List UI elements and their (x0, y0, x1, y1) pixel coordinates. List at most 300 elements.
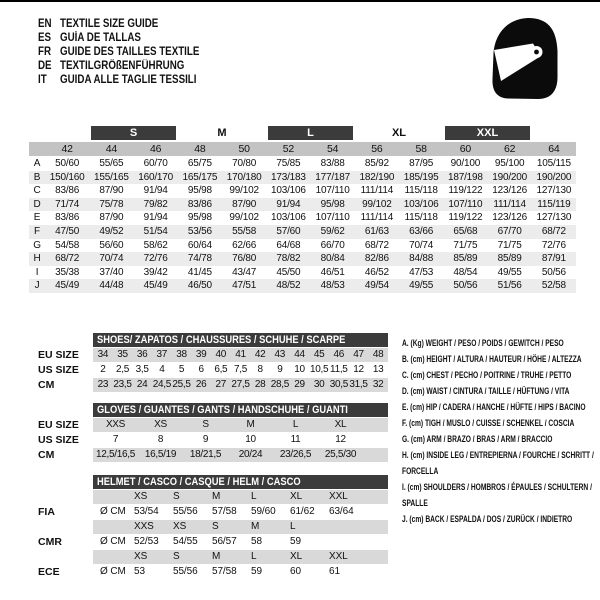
size-value: 45/49 (55, 280, 80, 292)
racing-helmet-icon (488, 15, 560, 103)
size-value: 57/60 (276, 225, 301, 237)
size-column-header: 44 (105, 143, 118, 155)
helmet-size-labels (93, 550, 388, 564)
size-column-header: 54 (326, 143, 339, 155)
value-cell: 3,5 (135, 364, 149, 375)
row-label-eu-size: EU SIZE (38, 419, 79, 431)
row-values (93, 363, 388, 377)
size-value: 61/63 (364, 225, 389, 237)
size-value: 87/91 (541, 253, 566, 265)
helmet-size-label: XS (134, 491, 148, 502)
size-value: 85/89 (497, 253, 522, 265)
measure-row-d (29, 198, 576, 212)
size-column-header: 58 (415, 143, 427, 155)
size-value: 107/110 (448, 198, 483, 210)
section-title-text: HELMET / CASCO / CASQUE / HELM / CASCO (97, 476, 301, 488)
size-value: 68/72 (55, 253, 80, 265)
size-value: 75/85 (276, 158, 301, 169)
language-row (38, 17, 224, 31)
value-cell: 43 (274, 349, 286, 360)
size-value: 83/86 (55, 212, 80, 224)
value-cell: 42 (254, 349, 266, 360)
size-column-header: 62 (503, 143, 516, 155)
helmet-value: 55/56 (173, 506, 198, 517)
value-cell: 8 (157, 434, 164, 445)
value-cell: 26 (195, 379, 207, 390)
value-cell: 30 (313, 379, 325, 390)
size-value: 79/82 (143, 198, 168, 210)
row-key: D (33, 198, 41, 210)
value-cell: 23/26,5 (279, 449, 312, 460)
size-value: 60/64 (187, 239, 212, 251)
helmet-values-row (29, 535, 388, 549)
size-value: 70/74 (409, 239, 434, 251)
row-key: E (33, 212, 41, 224)
standard-name: ECE (38, 566, 60, 578)
size-value: 91/94 (276, 198, 301, 210)
size-value: 46/52 (364, 266, 389, 278)
size-value: 51/56 (497, 280, 522, 292)
helmet-size-label: XXS (134, 521, 154, 532)
size-value: 123/126 (492, 212, 527, 224)
value-cell: 40 (215, 349, 227, 360)
value-cell: 2,5 (115, 364, 129, 375)
size-value: 103/106 (403, 198, 439, 210)
legend-item: D. (cm) WAIST / CINTURA / TAILLE / HÜFTUNG / VITA (402, 386, 570, 396)
size-value: 37/40 (99, 266, 124, 278)
size-value: 111/114 (493, 198, 526, 210)
row-key-spacer (29, 142, 45, 156)
helmet-section (29, 475, 388, 580)
size-value: 65/75 (187, 158, 212, 169)
size-value: 95/100 (494, 158, 525, 169)
helmet-size-label: L (251, 551, 257, 562)
size-value: 95/98 (187, 185, 212, 197)
value-cell: L (292, 419, 299, 430)
value-cell: 24 (136, 379, 148, 390)
value-cell: 45 (313, 349, 325, 360)
size-value: 91/94 (143, 185, 168, 197)
size-value: 44/48 (99, 280, 124, 292)
shoes-section (29, 333, 388, 393)
size-value: 39/42 (143, 266, 168, 278)
measure-row-b (29, 171, 576, 185)
size-value: 85/92 (364, 158, 389, 169)
value-cell: 46 (333, 349, 345, 360)
value-cell: 34 (97, 349, 109, 360)
size-value: 111/114 (360, 212, 394, 224)
size-value: 95/98 (320, 198, 345, 210)
size-value: 48/52 (276, 280, 301, 292)
value-cell: 10 (245, 434, 256, 445)
measure-row-h (29, 252, 576, 266)
size-value: 87/90 (232, 198, 257, 210)
value-cell: 12,5/16,5 (95, 449, 135, 460)
value-cell: 32 (372, 379, 384, 390)
value-cell: 36 (136, 349, 148, 360)
size-value: 49/54 (364, 280, 389, 292)
section-title-text: SHOES/ ZAPATOS / CHAUSSURES / SCHUHE / SCARPE (97, 334, 346, 346)
value-cell: 11 (290, 434, 301, 445)
size-value: 59/62 (320, 225, 345, 237)
size-value: 187/198 (448, 171, 483, 183)
row-label-cm: CM (38, 449, 55, 461)
size-value: 103/106 (271, 212, 306, 224)
size-value: 95/98 (187, 212, 212, 224)
helmet-value: 53/54 (134, 506, 159, 517)
value-cell: XS (154, 419, 167, 430)
measure-row-e (29, 211, 576, 225)
value-cell: 38 (176, 349, 187, 360)
size-value: 68/72 (364, 239, 389, 251)
size-value: 84/88 (409, 253, 434, 265)
value-cell: 48 (372, 349, 384, 360)
size-value: 71/75 (453, 239, 478, 251)
size-value: 99/102 (229, 212, 259, 224)
language-code: FR (38, 46, 52, 58)
size-value: 111/114 (360, 185, 394, 197)
size-value: 127/130 (536, 212, 572, 224)
row-values (93, 433, 388, 447)
value-cell: 30,5 (329, 379, 348, 390)
row-key: I (35, 266, 39, 278)
helmet-value: 56/57 (212, 536, 237, 547)
helmet-size-labels (93, 520, 388, 534)
measure-row-g (29, 239, 576, 253)
helmet-sizes-row (29, 490, 388, 504)
standard-name-spacer (29, 490, 93, 504)
language-label: GUIDA ALLE TAGLIE TESSILI (60, 74, 197, 86)
helmet-size-label: XXL (329, 551, 348, 562)
helmet-size-label: L (251, 491, 257, 502)
size-value: 91/94 (143, 212, 168, 224)
standard-name-spacer (29, 520, 93, 534)
helmet-value: 61 (329, 566, 340, 577)
size-group-xl: XL (391, 127, 407, 139)
size-group-m: M (217, 127, 227, 139)
size-value: 72/76 (143, 253, 168, 265)
size-value: 87/95 (409, 158, 434, 169)
value-cell: 8 (257, 364, 263, 375)
section-title-helmet (93, 475, 388, 489)
language-code: ES (38, 32, 52, 44)
section-row (29, 448, 388, 462)
size-column-header: 60 (459, 143, 472, 155)
size-value: 107/110 (315, 185, 350, 197)
value-cell: 37 (156, 349, 168, 360)
size-value: 76/80 (232, 253, 257, 265)
size-value: 48/53 (320, 280, 345, 292)
value-cell: 31,5 (349, 379, 368, 390)
size-value: 45/50 (276, 266, 301, 278)
size-value: 45/49 (143, 280, 168, 292)
value-cell: 12 (335, 434, 346, 445)
unit-spacer (93, 520, 127, 534)
size-column-header: 48 (194, 143, 206, 155)
size-value: 83/88 (320, 158, 345, 169)
size-value: 43/47 (232, 266, 257, 278)
size-value: 50/56 (541, 266, 566, 278)
size-value: 46/50 (187, 280, 212, 292)
size-value: 155/165 (94, 171, 129, 183)
value-cell: 7 (112, 434, 119, 445)
value-cell: 44 (294, 349, 305, 360)
size-value: 170/180 (226, 171, 262, 183)
value-cell: 27,5 (231, 379, 250, 390)
size-value: 52/58 (541, 280, 566, 292)
size-value: 150/160 (49, 171, 85, 183)
size-value: 99/102 (362, 198, 392, 210)
size-value: 80/84 (320, 253, 345, 265)
measurement-legend (402, 335, 596, 527)
value-cell: 29 (294, 379, 305, 390)
size-value: 177/187 (315, 171, 350, 183)
row-key: C (33, 185, 41, 197)
helmet-value: 57/58 (212, 566, 237, 577)
size-value: 50/60 (55, 158, 80, 169)
row-label-us-size: US SIZE (38, 434, 79, 446)
helmet-value: 53 (134, 566, 145, 577)
section-title-gloves (93, 403, 388, 417)
top-border-rule (0, 0, 600, 2)
legend-item: F. (cm) TIGH / MUSLO / CUISSE / SCHENKEL / COSCIA (402, 418, 575, 428)
helmet-sizes-row (29, 550, 388, 564)
size-value: 62/66 (232, 239, 257, 251)
value-cell: XL (334, 419, 347, 430)
size-group-xxl: XXL (445, 126, 530, 140)
value-cell: 35 (117, 349, 128, 360)
value-cell: 18/21,5 (189, 449, 222, 460)
helmet-size-label: L (290, 521, 296, 532)
size-value: 165/175 (182, 171, 218, 183)
measure-row-i (29, 266, 576, 280)
size-value: 50/56 (453, 280, 478, 292)
value-cell: 16,5/19 (144, 449, 177, 460)
size-value: 68/72 (541, 225, 566, 237)
row-key: F (34, 225, 40, 237)
size-value: 115/119 (537, 198, 571, 210)
helmet-value: 59/60 (251, 506, 276, 517)
helmet-value: 59 (290, 536, 301, 547)
size-value: 51/54 (143, 225, 168, 237)
size-value: 49/55 (409, 280, 434, 292)
value-cell: 11,5 (330, 364, 348, 375)
size-value: 48/54 (453, 266, 478, 278)
value-cell: 10 (294, 364, 305, 375)
size-group-row (29, 126, 576, 140)
standard-name-spacer (29, 550, 93, 564)
value-cell: M (246, 419, 255, 430)
value-cell: 25,5/30 (324, 449, 357, 460)
value-cell: 12 (353, 364, 364, 375)
section-title-shoes (93, 333, 388, 347)
value-cell: 2 (100, 364, 106, 375)
legend-item: I. (cm) SHOULDERS / HOMBROS / ÉPAULES / SCHULTERN / SPALLE (402, 482, 592, 508)
unit-spacer (93, 490, 127, 504)
language-row (38, 73, 224, 87)
helmet-values (93, 535, 388, 549)
value-cell: XXS (105, 419, 126, 430)
measure-row-f (29, 225, 576, 239)
size-value: 41/45 (187, 266, 212, 278)
size-value: 173/183 (271, 171, 306, 183)
row-key: B (33, 171, 41, 183)
size-value: 83/86 (187, 198, 212, 210)
size-column-header: 42 (61, 143, 73, 155)
row-label-cm: CM (38, 379, 55, 391)
size-value: 103/106 (271, 185, 306, 197)
size-value: 74/78 (187, 253, 212, 265)
helmet-value: 61/62 (290, 506, 315, 517)
row-values (93, 418, 388, 432)
size-value: 190/200 (536, 171, 572, 183)
helmet-size-label: S (173, 491, 180, 502)
language-row (38, 45, 224, 59)
language-row (38, 31, 224, 45)
size-value: 47/50 (55, 225, 80, 237)
value-cell: 9 (277, 364, 283, 375)
language-label: TEXTILGRÖßENFÜHRUNG (60, 60, 185, 72)
size-column-header: 50 (238, 143, 250, 155)
size-value: 47/53 (409, 266, 434, 278)
value-cell: 25,5 (172, 379, 191, 390)
helmet-size-label: S (212, 521, 219, 532)
size-column-header: 56 (371, 143, 383, 155)
row-key: J (34, 280, 40, 292)
row-key: G (33, 239, 41, 251)
value-cell: 4 (159, 364, 165, 375)
helmet-size-label: XXL (329, 491, 348, 502)
size-group-l: L (268, 126, 353, 140)
helmet-value: 63/64 (329, 506, 354, 517)
size-value: 182/190 (359, 171, 395, 183)
row-key: H (33, 253, 41, 265)
size-value: 87/90 (99, 185, 124, 197)
value-cell: 5 (178, 364, 185, 375)
value-cell: S (202, 419, 209, 430)
size-value: 160/170 (138, 171, 173, 183)
size-value: 35/38 (55, 266, 80, 278)
size-value: 71/75 (497, 239, 522, 251)
helmet-size-label: XS (134, 551, 148, 562)
size-value: 119/122 (448, 212, 483, 224)
standard-name: CMR (38, 536, 62, 548)
language-code: EN (38, 18, 52, 30)
size-value: 82/86 (364, 253, 389, 265)
size-value: 46/51 (320, 266, 345, 278)
legend-item: G. (cm) ARM / BRAZO / BRAS / ARM / BRACCIO (402, 434, 553, 444)
size-value: 54/58 (55, 239, 80, 251)
value-cell: 23,5 (113, 379, 132, 390)
helmet-size-label: M (212, 551, 221, 562)
size-value: 47/51 (232, 280, 257, 292)
size-column-header: 64 (548, 143, 560, 155)
legend-item: C. (cm) CHEST / PECHO / POITRINE / TRUHE / PETTO (402, 370, 572, 380)
unit-spacer (93, 550, 127, 564)
value-cell: 27 (215, 379, 227, 390)
size-value: 72/76 (541, 239, 566, 251)
helmet-value: 55/56 (173, 566, 198, 577)
value-cell: 28 (254, 379, 266, 390)
size-value: 70/74 (99, 253, 124, 265)
size-value: 70/80 (232, 158, 257, 169)
section-row (29, 418, 388, 432)
value-cell: 23 (97, 379, 109, 390)
diameter-unit: Ø CM (100, 506, 126, 517)
value-cell: 20/24 (238, 449, 263, 460)
value-cell: 39 (195, 349, 207, 360)
size-value: 67/70 (497, 225, 522, 237)
language-code: DE (38, 60, 52, 72)
value-cell: 28,5 (270, 379, 289, 390)
helmet-size-label: M (212, 491, 221, 502)
size-value: 64/68 (276, 239, 301, 251)
row-label-eu-size: EU SIZE (38, 349, 79, 361)
size-value: 71/74 (55, 198, 80, 210)
row-values (93, 348, 388, 362)
size-value: 49/52 (99, 225, 124, 237)
size-value: 58/62 (143, 239, 168, 251)
measure-row-c (29, 184, 576, 198)
section-row (29, 433, 388, 447)
size-value: 185/195 (403, 171, 439, 183)
helmet-size-label: M (251, 521, 260, 532)
size-value: 55/65 (99, 158, 124, 169)
size-group-s: S (91, 126, 176, 140)
helmet-value: 57/58 (212, 506, 237, 517)
legend-item: E. (cm) HIP / CADERA / HANCHE / HÜFTE / HIPS / BACINO (402, 402, 586, 412)
size-value: 115/118 (404, 185, 438, 197)
size-value: 49/55 (497, 266, 522, 278)
size-value: 105/115 (536, 158, 571, 169)
helmet-value: 54/55 (173, 536, 198, 547)
value-cell: 6 (198, 364, 204, 375)
size-column-header: 52 (282, 143, 295, 155)
language-label: TEXTILE SIZE GUIDE (60, 18, 159, 30)
helmet-values (93, 505, 388, 519)
size-value: 99/102 (229, 185, 259, 197)
helmet-size-label: XS (173, 521, 187, 532)
section-row (29, 348, 388, 362)
size-value: 90/100 (450, 158, 481, 169)
size-value: 123/126 (492, 185, 527, 197)
value-cell: 24,5 (152, 379, 171, 390)
standard-name: FIA (38, 506, 55, 518)
size-value: 190/200 (492, 171, 527, 183)
language-row (38, 59, 224, 73)
gloves-section (29, 403, 388, 463)
measure-row-j (29, 279, 576, 293)
section-title-text: GLOVES / GUANTES / GANTS / HANDSCHUHE / GUANTI (97, 404, 348, 416)
value-cell: 41 (235, 349, 246, 360)
value-cell: 9 (202, 434, 209, 445)
size-value: 85/89 (453, 253, 478, 265)
size-column-header: 46 (149, 143, 162, 155)
size-value: 60/70 (143, 158, 168, 169)
size-value: 75/78 (99, 198, 124, 210)
size-value: 127/130 (536, 185, 572, 197)
size-value: 115/118 (404, 212, 438, 224)
section-row (29, 363, 388, 377)
value-cell: 6,5 (214, 364, 228, 375)
helmet-sizes-row (29, 520, 388, 534)
legend-item: B. (cm) HEIGHT / ALTURA / HAUTEUR / HÖHE / ALTEZZA (402, 354, 582, 364)
size-value: 56/60 (99, 239, 124, 251)
helmet-values (93, 565, 388, 579)
helmet-value: 58 (251, 536, 262, 547)
size-value: 66/70 (320, 239, 345, 251)
size-value: 87/90 (99, 212, 124, 224)
